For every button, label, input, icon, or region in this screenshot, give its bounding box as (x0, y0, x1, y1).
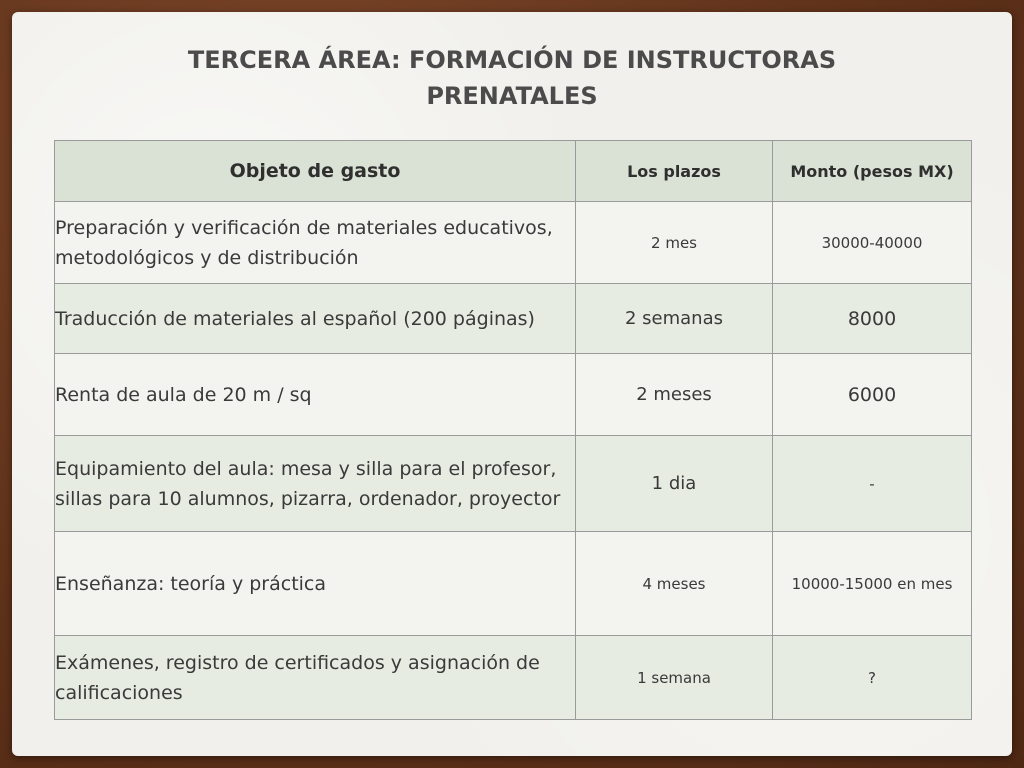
table-header-row (55, 141, 972, 202)
slide (12, 12, 1012, 756)
cell-term: 2 meses (576, 354, 773, 436)
header-term: Los plazos (576, 141, 773, 202)
cell-term: 2 semanas (576, 284, 773, 354)
cell-item: Traducción de materiales al español (200 páginas) (55, 284, 576, 354)
cell-amount: - (773, 436, 972, 532)
slide-title-line-2: PRENATALES (426, 82, 598, 110)
budget-table (54, 140, 972, 720)
cell-term: 1 dia (576, 436, 773, 532)
cell-item: Preparación y verificación de materiales educativos, metodológicos y de distribución (55, 202, 576, 284)
table-row (55, 202, 972, 284)
cell-term: 2 mes (576, 202, 773, 284)
cell-amount: ? (773, 636, 972, 720)
table-row (55, 636, 972, 720)
table-row (55, 284, 972, 354)
table-row (55, 436, 972, 532)
cell-item: Exámenes, registro de certificados y asignación de calificaciones (55, 636, 576, 720)
cell-amount: 8000 (773, 284, 972, 354)
slide-title-line-1: TERCERA ÁREA: FORMACIÓN DE INSTRUCTORAS (187, 46, 837, 74)
cell-amount: 10000-15000 en mes (773, 532, 972, 636)
cell-amount: 6000 (773, 354, 972, 436)
header-item: Objeto de gasto (55, 141, 576, 202)
cell-item: Renta de aula de 20 m / sq (55, 354, 576, 436)
cell-term: 1 semana (576, 636, 773, 720)
cell-term: 4 meses (576, 532, 773, 636)
table-row (55, 354, 972, 436)
header-amount: Monto (pesos MX) (773, 141, 972, 202)
cell-item: Equipamiento del aula: mesa y silla para el profesor, sillas para 10 alumnos, pizarra, ordenador, proyector (55, 436, 576, 532)
cell-item: Enseñanza: teoría y práctica (55, 532, 576, 636)
cell-amount: 30000-40000 (773, 202, 972, 284)
table-row (55, 532, 972, 636)
slide-title (12, 42, 1012, 114)
